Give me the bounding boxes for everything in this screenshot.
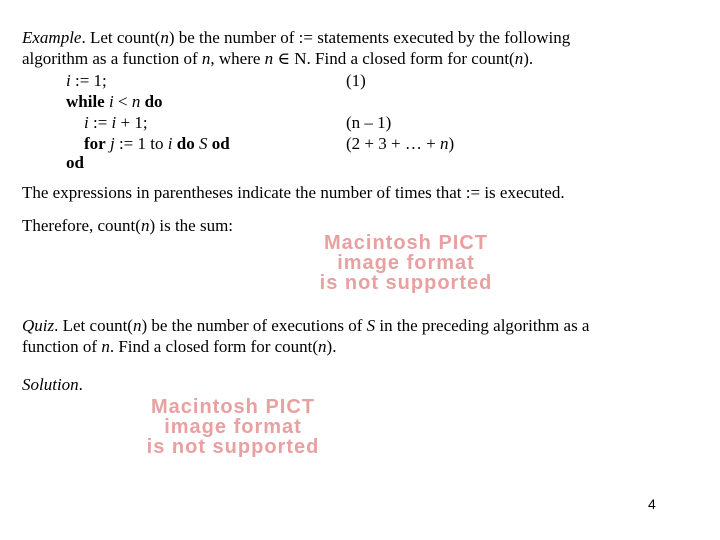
- therefore-text: Therefore, count(n) is the sum:: [22, 216, 234, 235]
- algorithm-line-3: i := i + 1;: [84, 113, 148, 132]
- algorithm-count-3: (n – 1): [346, 113, 392, 132]
- explanation-text: The expressions in parentheses indicate the number of times that := is executed.: [22, 183, 565, 202]
- algorithm-line-1: i := 1;: [66, 71, 107, 90]
- quiz-line-1: Quiz. Let count(n) be the number of executions of S in the preceding algorithm as a: [22, 316, 590, 335]
- quiz-label: Quiz: [22, 316, 55, 335]
- algorithm-count-4: (2 + 3 + … + n): [346, 134, 455, 153]
- example-line-1: Example. Let count(n) be the number of := statements executed by the following: [22, 28, 571, 47]
- algorithm-line-5: od: [66, 153, 84, 172]
- example-label: Example: [22, 28, 82, 47]
- algorithm-count-1: (1): [346, 71, 366, 90]
- unsupported-image-placeholder: Macintosh PICT image format is not supported: [319, 232, 493, 294]
- algorithm-line-4: for j := 1 to i do S od: [84, 134, 230, 153]
- unsupported-image-placeholder-2: Macintosh PICT image format is not supported: [146, 396, 320, 458]
- solution-label: Solution.: [22, 375, 83, 394]
- page-number: 4: [648, 496, 656, 512]
- example-line-2: algorithm as a function of n, where n ∈ N. Find a closed form for count(n).: [22, 49, 534, 68]
- quiz-line-2: function of n. Find a closed form for count(n).: [22, 337, 337, 356]
- algorithm-line-2: while i < n do: [66, 92, 163, 111]
